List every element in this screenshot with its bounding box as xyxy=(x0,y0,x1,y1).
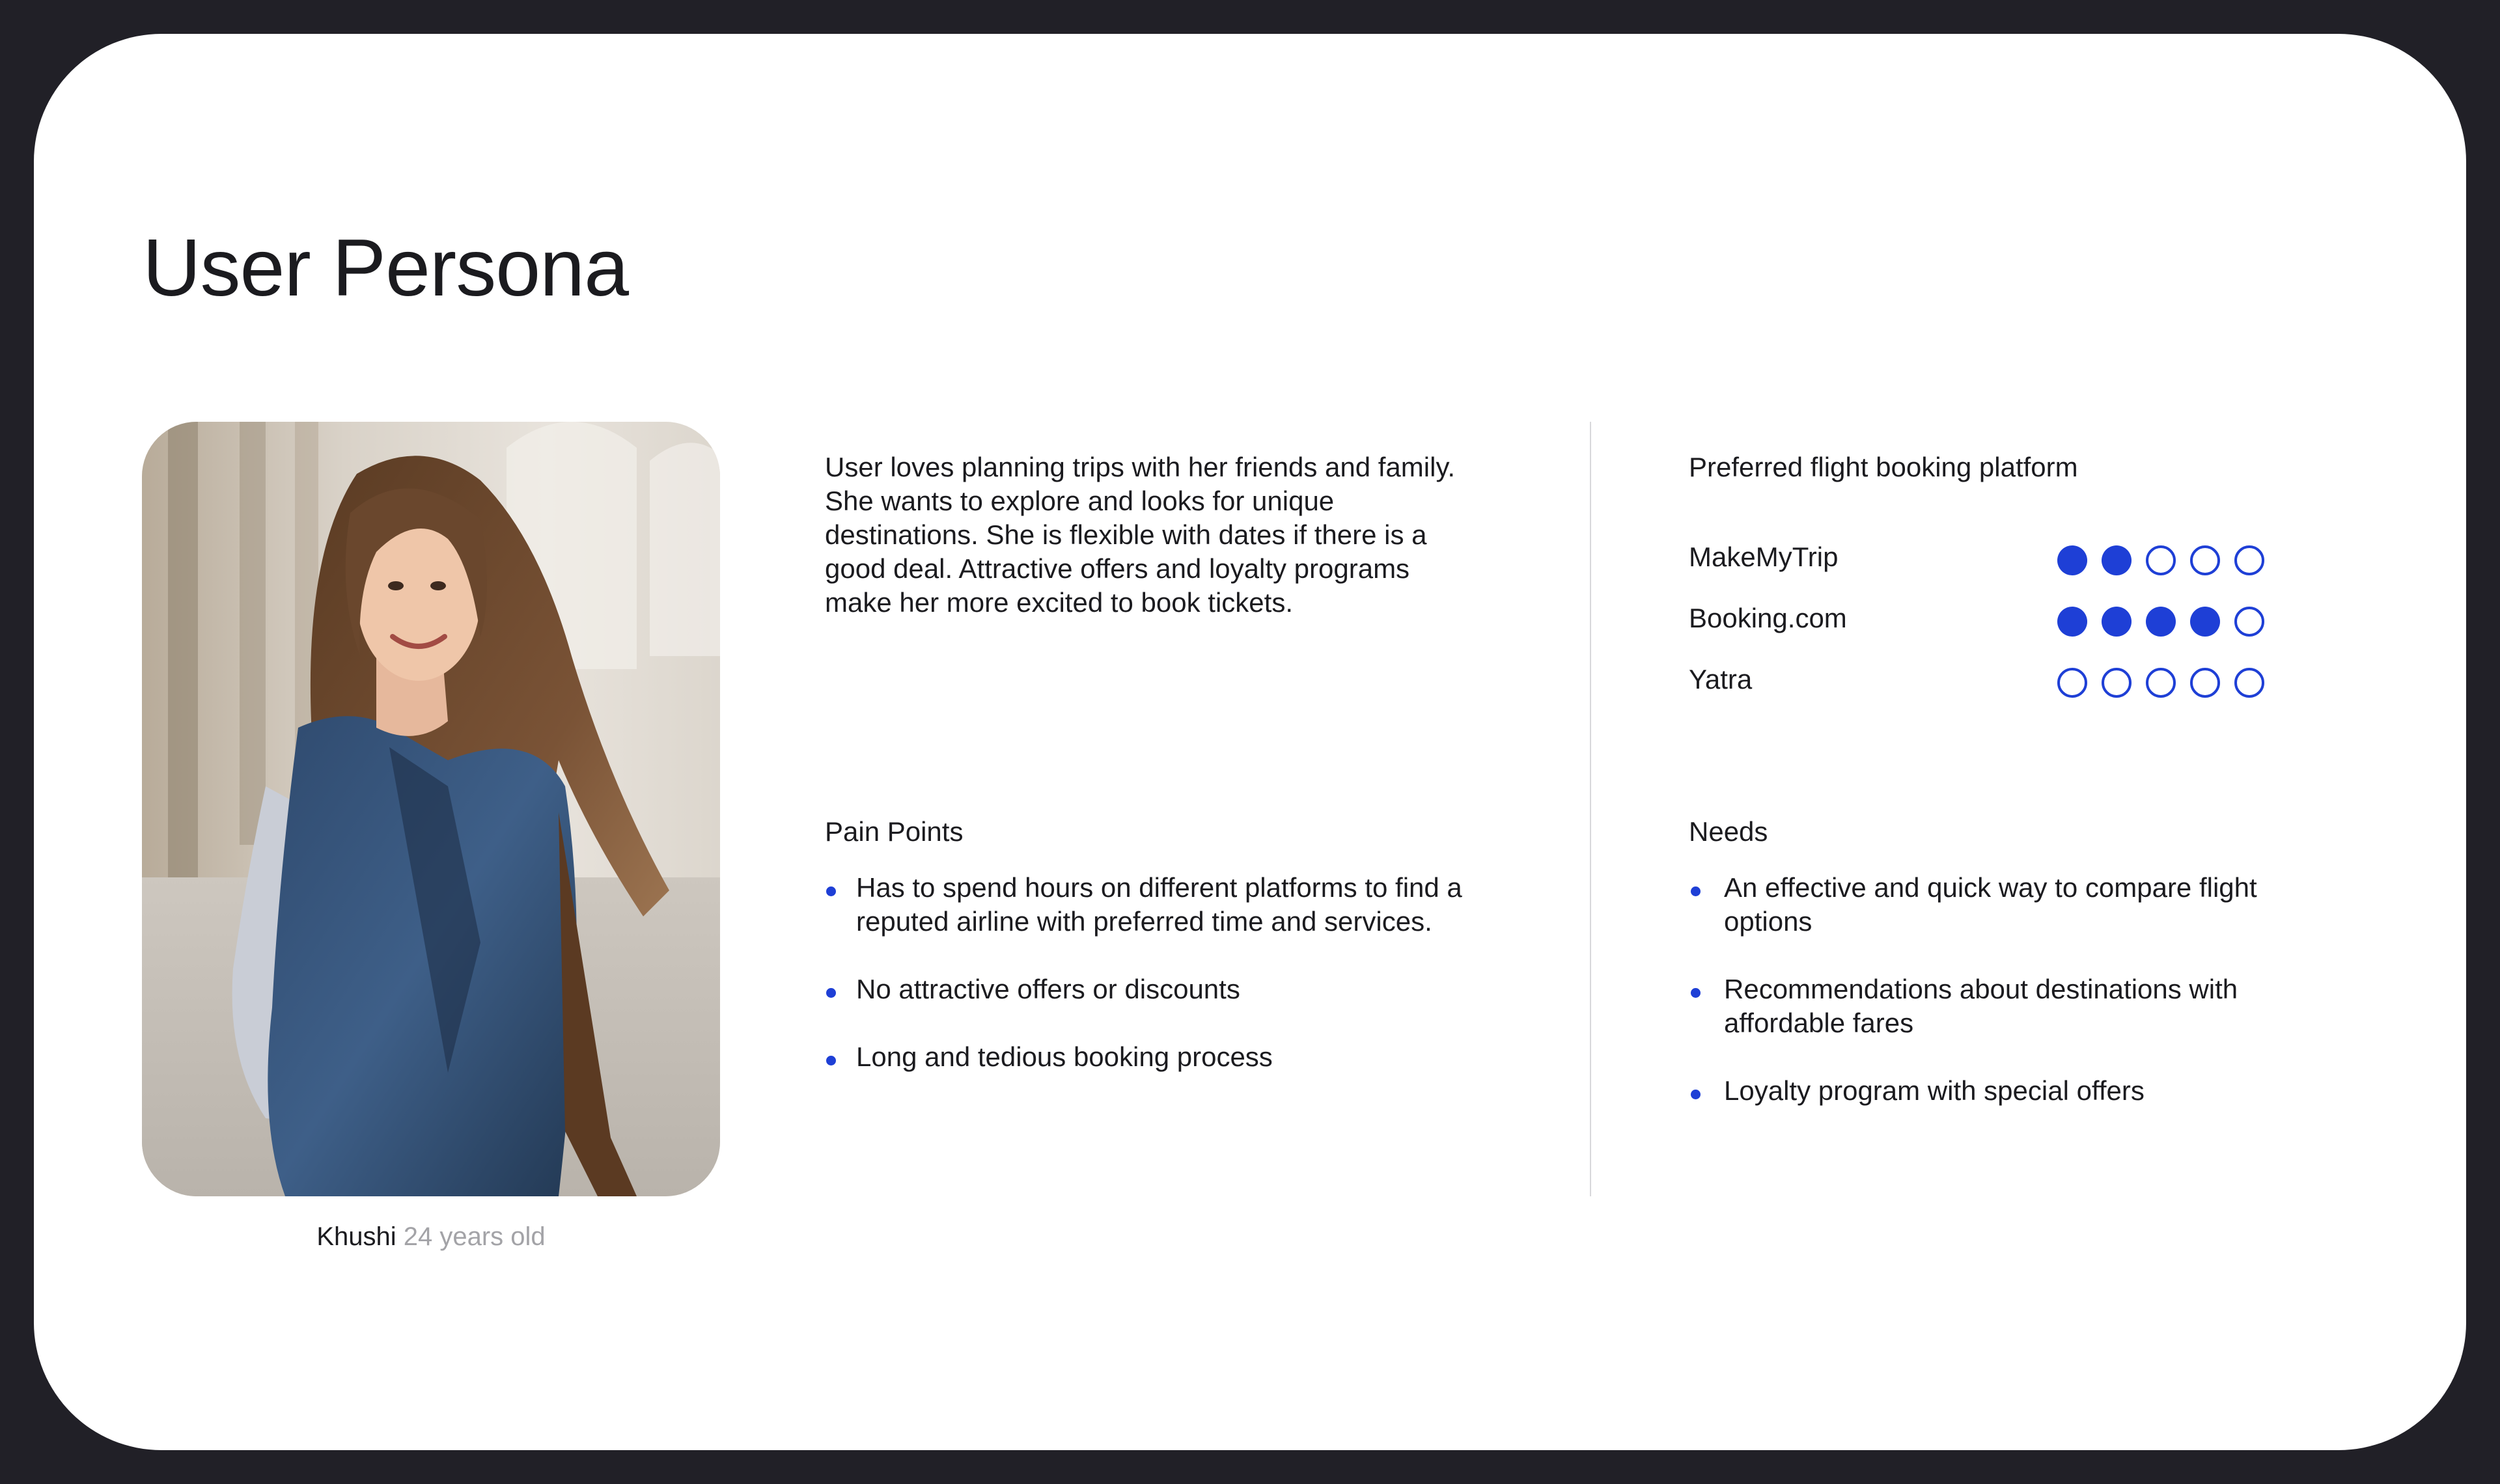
rating-dots-icon xyxy=(2056,605,2266,638)
rating-dot-empty-icon xyxy=(2236,669,2263,696)
rating-dots-icon xyxy=(2056,666,2266,699)
platform-rating-row xyxy=(1689,663,2301,704)
need-item: An effective and quick way to compare flight options xyxy=(1689,871,2379,939)
rating-dot-filled-icon xyxy=(2057,545,2087,575)
platform-rating xyxy=(2056,666,2266,699)
pain-point-item: Long and tedious booking process xyxy=(825,1040,1541,1074)
rating-dot-filled-icon xyxy=(2102,545,2132,575)
platform-rating-row xyxy=(1689,540,2301,582)
platform-name: Booking.com xyxy=(1689,603,1847,633)
persona-description: User loves planning trips with her friends and family. She wants to explore and looks for unique destinations. She is flexible with dates if there is a good deal. Attractive offers and loyalty programs make her more excited to book tickets. xyxy=(825,452,1455,618)
need-item: Loyalty program with special offers xyxy=(1689,1074,2379,1108)
need-item: Recommendations about destinations with affordable fares xyxy=(1689,972,2379,1040)
rating-dot-empty-icon xyxy=(2103,669,2130,696)
page-title: User Persona xyxy=(143,223,629,313)
persona-age: 24 years old xyxy=(403,1222,546,1251)
persona-name: Khushi xyxy=(316,1222,396,1251)
rating-dot-filled-icon xyxy=(2102,607,2132,637)
rating-dot-filled-icon xyxy=(2146,607,2176,637)
needs-heading: Needs xyxy=(1689,816,1768,847)
pain-points-heading: Pain Points xyxy=(825,816,964,847)
platform-rating-row xyxy=(1689,601,2301,643)
rating-dot-filled-icon xyxy=(2057,607,2087,637)
rating-dot-empty-icon xyxy=(2191,669,2219,696)
platform-rating xyxy=(2056,605,2266,638)
rating-dots-icon xyxy=(2056,544,2266,577)
platforms-heading: Preferred flight booking platform xyxy=(1689,452,2078,482)
column-divider xyxy=(1590,422,1591,1196)
rating-dot-empty-icon xyxy=(2191,547,2219,574)
platform-name: Yatra xyxy=(1689,664,1753,694)
persona-photo-image xyxy=(142,422,720,1196)
rating-dot-empty-icon xyxy=(2147,547,2174,574)
rating-dot-empty-icon xyxy=(2147,669,2174,696)
rating-dot-empty-icon xyxy=(2059,669,2086,696)
persona-card xyxy=(34,34,2466,1450)
pain-points-list xyxy=(825,871,1541,1108)
pain-point-item: Has to spend hours on different platforms to find a reputed airline with preferred time and services. xyxy=(825,871,1541,939)
persona-caption xyxy=(142,1218,720,1255)
rating-dot-empty-icon xyxy=(2236,547,2263,574)
rating-dot-empty-icon xyxy=(2236,608,2263,635)
rating-dot-filled-icon xyxy=(2190,607,2220,637)
pain-point-item: No attractive offers or discounts xyxy=(825,972,1541,1006)
persona-photo xyxy=(142,422,720,1196)
needs-list xyxy=(1689,871,2379,1142)
platform-rating xyxy=(2056,544,2266,577)
platform-name: MakeMyTrip xyxy=(1689,542,1839,572)
